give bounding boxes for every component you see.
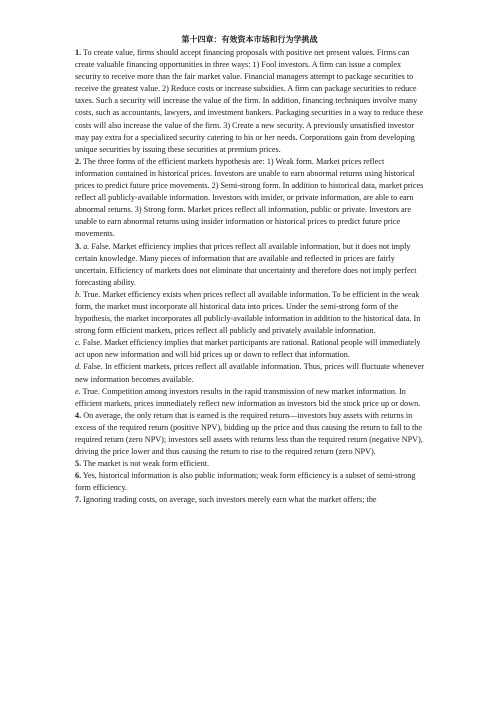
answer-marker: 1. — [75, 48, 82, 57]
answer-3a — [75, 241, 424, 289]
answer-marker: 4. — [75, 410, 82, 420]
answer-3e — [75, 386, 424, 410]
answer-4 — [75, 410, 424, 458]
answer-marker: c. — [75, 338, 81, 348]
answer-text: False. In efficient markets, prices reflect all available information. Thus, prices will fluctuate whenever new information becomes available. — [75, 362, 424, 384]
answer-2 — [75, 156, 424, 241]
answer-text: Yes, historical information is also public information; weak form efficiency is a subset of semi-strong form efficiency. — [75, 471, 416, 493]
answer-3c — [75, 337, 424, 361]
answer-text: False. Market efficiency implies that prices reflect all available information, but it does not imply certain knowledge. Many pieces of information that are available and reflected in prices are fairly uncertain. Efficiency of markets does not eliminate that uncertainty and therefore does not imply perfect forecasting ability. — [75, 241, 417, 287]
answer-text: True. Competition among investors results in the rapid transmission of new market information. In efficient markets, prices immediately reflect new information as investors bid the stock price up or down. — [75, 386, 421, 408]
answer-marker: e. — [75, 386, 81, 396]
answer-7 — [75, 494, 424, 506]
answer-marker: 3. a. — [75, 241, 90, 251]
document-title: 第十四章：有效资本市场和行为学挑战 — [181, 35, 318, 44]
answer-marker: 5. — [75, 459, 82, 469]
answer-text: On average, the only return that is earned is the required return—investors buy assets with returns in excess of the required return (positive NPV), bidding up the price and thus causing the return to fall to the required return (zero NPV); investors sell assets with returns less than the required return (negative NPV), driving the price lower and thus causing the return to rise to the required return (zero NPV). — [75, 410, 423, 457]
answer-text: False. Market efficiency implies that market participants are rational. Rational people will immediately act upon new information and will bid prices up or down to reflect that information. — [75, 338, 421, 360]
answer-3d — [75, 361, 424, 385]
answer-text: The three forms of the efficient markets hypothesis are: 1) Weak form. Market prices reflect information contained in historical prices. Investors are unable to earn abnormal returns using historical prices to predict future price movements. 2) Semi-strong form. In addition to historical data, market prices reflect all publicly-available information. Investors with insider, or private information, are able to earn abnormal returns. 3) Strong form. Market prices reflect all information, public or private. Investors are unable to earn abnormal returns using insider information or historical prices to predict future price movements. — [75, 156, 424, 239]
answer-marker: d. — [75, 362, 82, 372]
answer-3b — [75, 289, 424, 337]
answer-text: To create value, firms should accept financing proposals with positive net present values. Firms can create valuable financing opportunities in three ways: 1) Fool investors. A firm can issue a complex security to receive more than the fair market value. Financial managers attempt to package securities to receive the greatest value. 2) Reduce costs or increase subsidies. A firm can package securities to reduce taxes. Such a security will increase the value of the firm. In addition, financing techniques involve many costs, such as accountants, lawyers, and investment bankers. Packaging securities in a way to reduce these costs will also increase the value of the firm. 3) Create a new security. A previously unsatisfied investor may pay extra for a specialized security catering to his or her needs. Corporations gain from developing unique securities by issuing these securities at premium prices. — [75, 48, 424, 154]
answer-text: Ignoring trading costs, on average, such investors merely earn what the market offers; the — [81, 495, 377, 505]
answer-5 — [75, 458, 424, 470]
answer-marker: 2. — [75, 156, 82, 166]
answer-text: The market is not weak form efficient. — [81, 459, 210, 469]
answer-marker: 7. — [75, 495, 82, 505]
answer-1 — [75, 47, 424, 156]
answer-text: True. Market efficiency exists when prices reflect all available information. To be efficient in the weak form, the market must incorporate all historical data into prices. Under the semi-strong form of the hypothesis, the market incorporates all publicly-available information in addition to the historical data. In strong form efficient markets, prices reflect all publicly and privately available information. — [75, 289, 421, 336]
answer-marker: 6. — [75, 471, 82, 481]
answer-marker: b. — [75, 289, 82, 299]
answer-6 — [75, 470, 424, 494]
